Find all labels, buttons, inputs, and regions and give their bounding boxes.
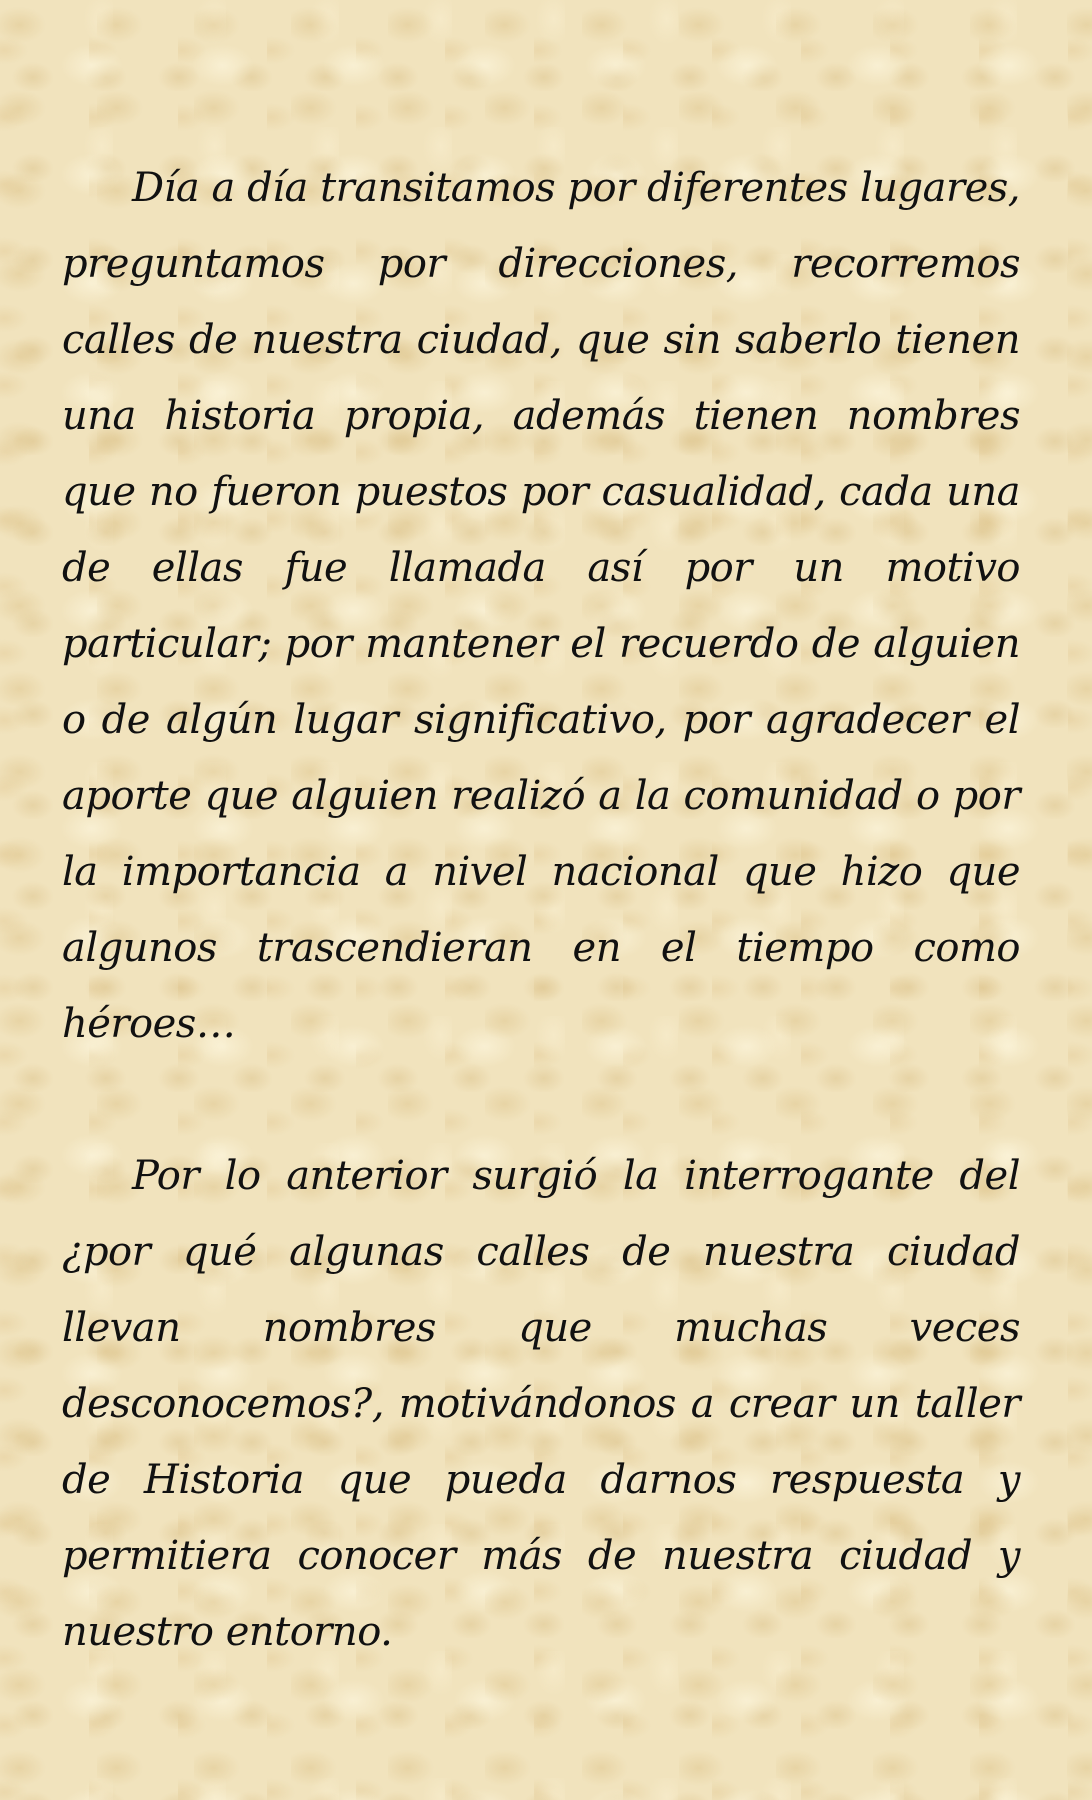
document-body (62, 150, 1020, 1670)
paragraph-intro: Día a día transitamos por diferentes lugares, preguntamos por direcciones, recorremos calles de nuestra ciudad, que sin saberlo tienen una historia propia, además tienen nombres que no fueron puestos por casualidad, cada una de ellas fue llamada así por un motivo particular; por mantener el recuerdo de alguien o de algún lugar significativo, por agradecer el aporte que alguien realizó a la comunidad o por la importancia a nivel nacional que hizo que algunos trascendieran en el tiempo como héroes… (62, 165, 1020, 1047)
paragraph-motivation: Por lo anterior surgió la interrogante del ¿por qué algunas calles de nuestra ciudad llevan nombres que muchas veces desconocemos?, motivándonos a crear un taller de Historia que pueda darnos respuesta y permitiera conocer más de nuestra ciudad y nuestro entorno. (62, 1153, 1020, 1655)
